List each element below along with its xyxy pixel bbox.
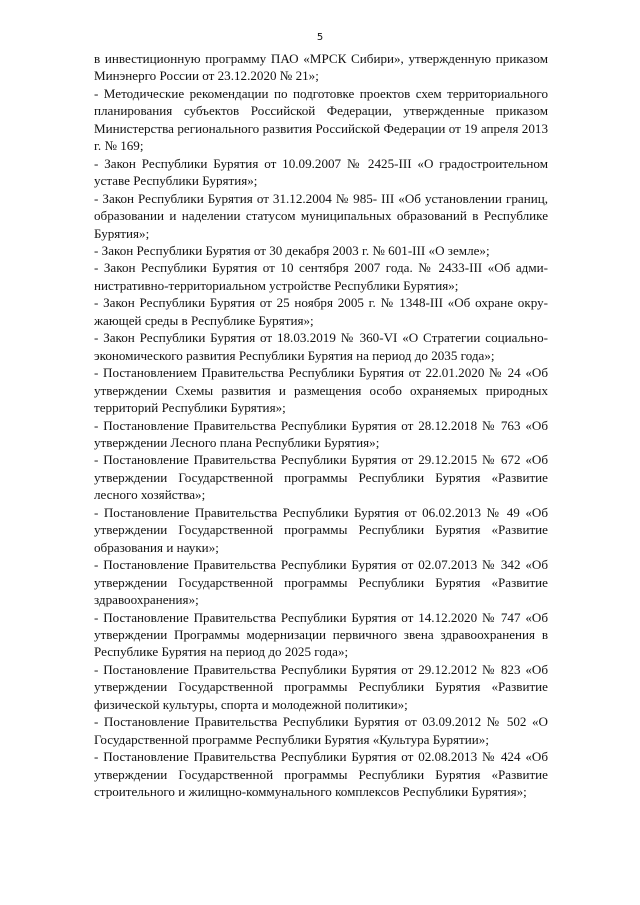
list-item-forest-plan-resolution: - Постановление Правительства Республики Бурятия от 28.12.2018 № 763 «Об утверждении Лесного плана Республики Бурятия»; (94, 417, 548, 450)
list-item-education-program-resolution: - Постановление Правительства Республики Бурятия от 06.02.2013 № 49 «Об утверждении Государственной программы Республики Бурятия «Развитие образования и науки»; (94, 504, 548, 555)
list-item-primary-care-modernization-resolution: - Постановление Правительства Республики Бурятия от 14.12.2020 № 747 «Об утверждении Программы модернизации первичного звена здравоохранения в Республике Бурятия на период до 2025 года»; (94, 609, 548, 660)
list-item-development-strategy-law: - Закон Республики Бурятия от 18.03.2019 № 360-VI «О Стратегии социально-экономического развития Республики Бурятия на период до 2035 года»; (94, 330, 548, 363)
list-item-healthcare-program-resolution: - Постановление Правительства Республики Бурятия от 02.07.2013 № 342 «Об утверждении Государственной программы Республики Бурятия «Развитие здравоохранения»; (94, 557, 548, 608)
paragraph-continuation: в инвестиционную программу ПАО «МРСК Сибири», утвержденную приказом Минэнерго России от 23.12.2020 № 21»; (94, 51, 548, 84)
page-number: 5 (316, 32, 324, 43)
list-item-forestry-program-resolution: - Постановление Правительства Республики Бурятия от 29.12.2015 № 672 «Об утверждении Государственной программы Республики Бурятия «Развитие лесного хозяйства»; (94, 452, 548, 503)
list-item-culture-program-resolution: - Постановление Правительства Республики Бурятия от 03.09.2012 № 502 «О Государственной программе Республики Бурятия «Культура Бурятии»; (94, 714, 548, 747)
list-item-land-law: - Закон Республики Бурятия от 30 декабря 2003 г. № 601-III «О земле»; (94, 242, 490, 258)
list-item-administrative-territorial-law: - Закон Республики Бурятия от 10 сентября 2007 года. № 2433-III «Об административно-территориальном устройстве Республики Бурятия»; (94, 260, 548, 293)
list-item-protected-areas-resolution: - Постановлением Правительства Республики Бурятия от 22.01.2020 № 24 «Об утверждении Схемы развития и размещения особо охраняемых природных территорий Республики Бурятия»; (94, 365, 548, 416)
list-item-construction-housing-program-resolution: - Постановление Правительства Республики Бурятия от 02.08.2013 № 424 «Об утверждении Государственной программы Республики Бурятия «Развитие строительного и жилищно-коммунального комплексов Республики Бурятия»; (94, 749, 548, 800)
list-item-environmental-protection-law: - Закон Республики Бурятия от 25 ноября 2005 г. № 1348-III «Об охране окружающей среды в Республике Бурятия»; (94, 295, 548, 328)
page-body (94, 50, 548, 800)
list-item-municipal-boundaries-law: - Закон Республики Бурятия от 31.12.2004 № 985- III «Об установлении границ, образовании и наделении статусом муниципальных образований в Республике Бурятия»; (94, 190, 548, 241)
list-item-methodical-recommendations: - Методические рекомендации по подготовке проектов схем территориального планирования субъектов Российской Федерации, утвержденные приказом Министерства регионального развития Российской Федерации от 19 апреля 2013 г. № 169; (94, 85, 548, 154)
list-item-sports-youth-program-resolution: - Постановление Правительства Республики Бурятия от 29.12.2012 № 823 «Об утверждении Государственной программы Республики Бурятия «Развитие физической культуры, спорта и молодежной политики»; (94, 661, 548, 712)
list-item-urban-planning-law: - Закон Республики Бурятия от 10.09.2007 № 2425-III «О градостроительном уставе Республики Бурятия»; (94, 155, 548, 189)
